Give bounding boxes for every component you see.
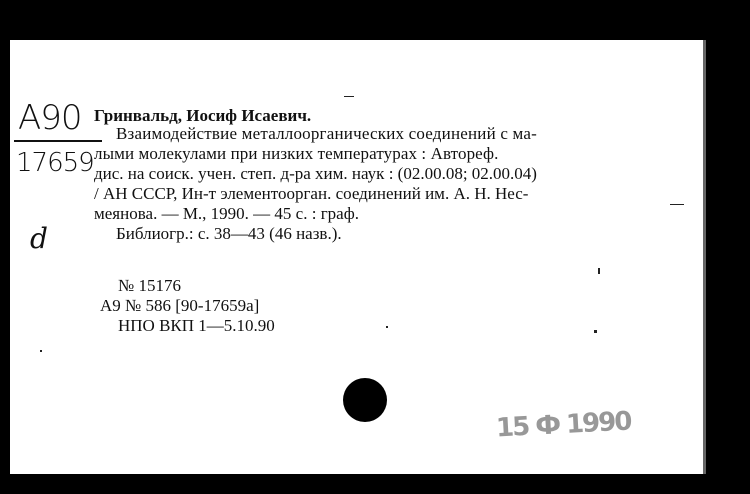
handwritten-mark: d [30,222,48,255]
speck [670,204,684,205]
shelfmark-number: 17659 [16,148,94,178]
title-line-4: / АН СССР, Ин-т элементоорган. соединений им. А. Н. Нес- [94,184,529,203]
speck [594,330,597,333]
catalog-card [10,40,706,474]
speck [344,96,354,97]
card-edge [703,40,706,474]
title-line-3: дис. на соиск. учен. степ. д-ра хим. наук : (02.00.08; 02.00.04) [94,164,537,183]
title-line-2: лыми молекулами при низких температурах : Автореф. [94,144,499,163]
speck [386,326,388,328]
bibliography-note: Библиогр.: с. 38—43 (46 назв.). [116,224,342,243]
speck [40,350,42,352]
a9-record-line: А9 № 586 [90-17659а] [100,296,260,315]
shelfmark-code: A90 [18,98,82,138]
title-line-1: Взаимодействие металлоорганических соединений с ма- [116,124,537,143]
shelfmark-underline [14,140,102,142]
inventory-number: № 15176 [118,276,181,295]
card-punch-hole [343,378,387,422]
date-stamp: 15 Ф 1990 [495,406,632,444]
speck [598,268,600,274]
title-line-5: меянова. — М., 1990. — 45 с. : граф. [94,204,359,223]
author-heading: Гринвальд, Иосиф Исаевич. [94,106,312,125]
npo-vkp-line: НПО ВКП 1—5.10.90 [118,316,275,335]
